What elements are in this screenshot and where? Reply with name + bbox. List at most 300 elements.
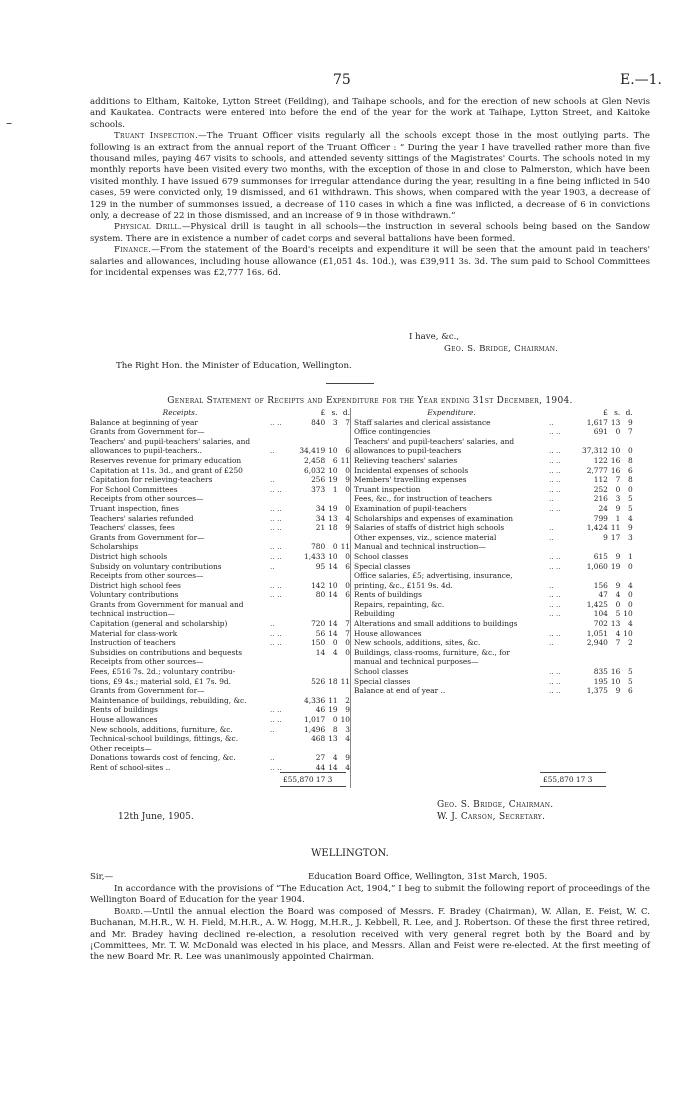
expenditure-label: Examination of pupil-teachers — [354, 503, 467, 513]
expenditure-dots: .. .. — [549, 465, 561, 475]
receipts-shillings — [325, 533, 337, 543]
receipts-shillings: 6 — [332, 455, 338, 465]
receipts-dots — [270, 734, 296, 744]
receipts-header-row — [90, 408, 350, 418]
expenditure-dots: .. — [549, 580, 554, 590]
expenditure-shillings: 4 — [615, 628, 621, 638]
receipts-pence: 7 — [345, 619, 350, 629]
expenditure-pence: 0 — [627, 446, 633, 456]
receipts-dots — [270, 571, 296, 581]
receipts-pence: 4 — [345, 513, 350, 523]
receipts-label: New schools, additions, furniture, &c. — [90, 724, 233, 734]
receipts-total-rule — [280, 772, 346, 773]
expenditure-table — [354, 408, 633, 696]
expenditure-shillings: 11 — [610, 523, 621, 533]
receipts-pounds — [296, 657, 325, 667]
expenditure-label: Special classes — [354, 561, 411, 571]
receipts-row — [90, 600, 350, 610]
receipts-label: Grants from Government for— — [90, 686, 205, 696]
expenditure-label: School classes — [354, 551, 409, 561]
expenditure-label: Special classes — [354, 676, 411, 686]
receipts-label: Subsidies on contributions and bequests — [90, 647, 243, 657]
receipts-row — [90, 744, 350, 754]
receipts-pounds: 256 — [311, 475, 326, 485]
receipts-row — [90, 686, 350, 696]
expenditure-shillings: 7 — [615, 638, 621, 648]
receipts-pence: 0 — [345, 503, 350, 513]
expenditure-row — [354, 418, 633, 428]
receipts-pounds — [296, 533, 325, 543]
unit-shillings: s. — [614, 408, 621, 417]
receipts-row — [90, 485, 350, 495]
receipts-column — [90, 408, 350, 773]
expenditure-dots: .. .. — [549, 446, 561, 456]
expenditure-pence — [620, 657, 632, 667]
receipts-pence: 3 — [345, 724, 350, 734]
receipts-dots — [270, 744, 296, 754]
closing-have: I have, &c., — [409, 332, 460, 342]
expenditure-row — [354, 456, 633, 466]
receipts-pounds: 46 — [315, 705, 326, 715]
receipts-row — [90, 437, 350, 447]
receipts-row — [90, 523, 350, 533]
receipts-row — [90, 418, 350, 428]
receipts-label: Truant inspection, fines — [90, 503, 179, 513]
expenditure-shillings: 9 — [615, 686, 621, 696]
expenditure-pence: 6 — [627, 686, 633, 696]
receipts-row — [90, 533, 350, 543]
expenditure-dots: .. .. — [549, 551, 561, 561]
expenditure-shillings: 1 — [615, 513, 621, 523]
receipts-shillings: 4 — [332, 753, 338, 763]
receipts-row — [90, 638, 350, 648]
receipts-dots: .. .. — [269, 762, 282, 772]
receipts-label: Rents of buildings — [90, 705, 158, 715]
receipts-label: Voluntary contributions — [90, 590, 179, 600]
receipts-label: Instruction of teachers — [90, 638, 176, 648]
receipts-label: District high schools — [90, 551, 168, 561]
unit-pence: d. — [625, 408, 633, 417]
receipts-pounds: 1,496 — [304, 724, 326, 734]
unit-pounds: £ — [320, 408, 326, 417]
receipts-shillings: 3 — [332, 417, 338, 427]
receipts-shillings: 14 — [328, 628, 338, 638]
expenditure-label: Other expenses, viz., science material — [354, 532, 497, 542]
receipts-shillings: 10 — [328, 580, 338, 590]
expenditure-dots — [549, 657, 579, 667]
report-continuation — [90, 97, 650, 280]
expenditure-label: Manual and technical instruction— — [354, 542, 486, 552]
expenditure-dots: .. .. — [549, 475, 561, 485]
receipts-shillings: 11 — [328, 695, 338, 705]
column-divider — [350, 408, 351, 788]
receipts-shillings: 18 — [328, 523, 338, 533]
expenditure-shillings: 0 — [615, 427, 621, 437]
receipts-shillings — [325, 437, 337, 447]
receipts-row — [90, 657, 350, 667]
receipts-label: Capitation at 11s. 3d., and grant of £250 — [90, 465, 243, 475]
expenditure-pence: 10 — [623, 609, 633, 619]
receipts-label: Receipts from other sources— — [90, 657, 204, 667]
expenditure-total: £55,870 17 3 — [543, 775, 593, 784]
expenditure-row — [354, 494, 633, 504]
expenditure-pounds: 24 — [598, 503, 608, 513]
expenditure-total-underline — [540, 786, 606, 787]
expenditure-pounds: 615 — [593, 551, 608, 561]
expenditure-label: Scholarships and expenses of examination — [354, 513, 514, 523]
expenditure-pounds: 799 — [593, 513, 608, 523]
unit-pence: d. — [342, 408, 350, 417]
expenditure-pence: 0 — [627, 484, 633, 494]
expenditure-label: Rents of buildings — [354, 590, 422, 600]
expenditure-label: Office salaries, £5; advertising, insurance, — [354, 571, 513, 581]
expenditure-label: allowances to pupil-teachers — [354, 446, 462, 456]
expenditure-pounds: 47 — [598, 590, 608, 600]
expenditure-pence: 6 — [627, 465, 633, 475]
expenditure-pounds — [579, 571, 608, 581]
receipts-pounds: 56 — [315, 628, 326, 638]
board-text: Until the annual election the Board was composed of Messrs. F. Bradey (Chairman), W. Allan, E. Feist, W. C. Buchanan, M.H.R., W. H. Field, M.H.R., A. W. Hogg, M.H.R., J. Kebbell, R. Lee, and J. Robertson. Of these the first three retired, and Mr. Bradey having declined re-election, a resolution received with very general regret both by the Board and by ¡Committees, Mr. T. W. McDonald was elected in his place, and Messrs. Allan and Feist were re-elected. At the first meeting of the new Board Mr. R. Lee was unanimously appointed Chairman. — [90, 906, 650, 963]
statement-title: General Statement of Receipts and Expenditure for the Year ending 31st December, 1904. — [167, 396, 573, 406]
expenditure-pounds: 1,425 — [586, 599, 608, 609]
receipts-pounds: 14 — [315, 647, 326, 657]
drill-text: Physical drill is taught in all schools—the instruction in several schools being based on the Sandow system. There are in existence a number of cadet corps and several battalions have been formed. — [90, 222, 650, 244]
truant-text: The Truant Officer visits regularly all the schools except those in the most outlying parts. The following is an extract from the annual report of the Truant Officer : “ During the year I have travelled rather more than five thousand miles, paying 467 visits to schools, and attended seventy sittings of the Magistrates' Courts. The schools noted in my monthly reports have been visited every two months, with the exception of those in and close to Palmerston, which have been visited monthly. I have issued 679 summonses for irregular attendance during the year, resulting in a fine being inflicted in 540 cases, 59 were convicted only, 19 dismissed, and 61 withdrawn. This shows, when compared with the year 1903, a decrease of 129 in the number of summonses issued, a decrease of 110 cases in which a fine was inflicted, a decrease of 6 in convictions only, a decrease of 22 in those dismissed, and an increase of 9 in those withdrawn.” — [90, 131, 650, 222]
expenditure-pounds: 122 — [593, 455, 608, 465]
receipts-dots — [270, 600, 296, 610]
expenditure-pounds: 835 — [593, 667, 608, 677]
receipts-pence: 11 — [340, 455, 350, 465]
receipts-pounds: 80 — [315, 590, 326, 600]
expenditure-dots — [549, 542, 579, 552]
receipts-pounds: 526 — [311, 676, 326, 686]
receipts-pounds: 142 — [311, 580, 326, 590]
expenditure-shillings: 9 — [615, 503, 621, 513]
receipts-label: House allowances — [90, 715, 158, 724]
expenditure-pounds: 104 — [593, 609, 608, 619]
expenditure-column — [354, 408, 654, 696]
receipts-row — [90, 466, 350, 476]
receipts-label: Grants from Government for— — [90, 532, 205, 542]
receipts-label: Teachers' classes, fees — [90, 523, 175, 533]
receipts-row — [90, 725, 350, 735]
expenditure-header-row — [354, 408, 633, 418]
receipts-pounds — [296, 667, 325, 677]
receipts-row — [90, 504, 350, 514]
expenditure-dots — [549, 571, 579, 581]
unit-shillings: s. — [331, 408, 338, 417]
expenditure-shillings: 19 — [610, 561, 621, 571]
expenditure-pence: 0 — [627, 599, 633, 609]
receipts-shillings — [325, 744, 337, 754]
receipts-pence — [338, 600, 350, 610]
expenditure-shillings: 9 — [615, 580, 621, 590]
receipts-pence: 9 — [345, 753, 350, 763]
receipts-pence: 0 — [345, 580, 350, 590]
receipts-dots — [270, 648, 296, 658]
receipts-shillings: 19 — [328, 705, 338, 715]
expenditure-pounds: 37,312 — [582, 446, 608, 456]
expenditure-row — [354, 504, 633, 514]
expenditure-heading: Expenditure. — [427, 408, 476, 417]
signature-secretary: W. J. Carson, Secretary. — [437, 812, 546, 822]
receipts-row — [90, 571, 350, 581]
receipts-label: For School Committees — [90, 484, 178, 494]
receipts-pence: 2 — [345, 695, 350, 705]
expenditure-dots: .. .. — [549, 455, 561, 465]
receipts-pence: 10 — [340, 715, 350, 724]
expenditure-pounds: 2,940 — [586, 638, 608, 648]
expenditure-label: Members' travelling expenses — [354, 475, 467, 485]
expenditure-label: Buildings, class-rooms, furniture, &c., for — [354, 647, 510, 657]
document-code: E.—1. — [619, 72, 662, 88]
expenditure-dots: .. .. — [549, 503, 561, 513]
receipts-label: Balance at beginning of year — [90, 417, 198, 427]
receipts-shillings: 10 — [328, 465, 338, 475]
expenditure-pounds — [579, 657, 608, 667]
receipts-label: Teachers' salaries refunded — [90, 513, 194, 523]
expenditure-pounds: 1,060 — [586, 561, 608, 571]
paragraph-drill: Physical Drill.—Physical drill is taught in all schools—the instruction in several schools being based on the Sandow system. There are in existence a number of cadet corps and several battalions have been formed. — [90, 222, 650, 244]
expenditure-shillings: 16 — [610, 455, 621, 465]
expenditure-shillings — [608, 657, 620, 667]
expenditure-pounds: 216 — [593, 494, 608, 504]
expenditure-pence — [620, 648, 632, 658]
receipts-shillings — [325, 600, 337, 610]
receipts-dots: .. .. — [269, 638, 282, 648]
receipts-table — [90, 408, 350, 773]
receipts-dots: .. .. — [269, 523, 282, 533]
receipts-label: Capitation (general and scholarship) — [90, 619, 228, 629]
receipts-dots — [270, 609, 296, 619]
receipts-pence: 6 — [345, 561, 350, 571]
addressee: The Right Hon. the Minister of Education, Wellington. — [116, 361, 352, 371]
expenditure-shillings: 10 — [610, 676, 621, 686]
receipts-row — [90, 648, 350, 658]
receipts-label: allowances to pupil-teachers.. — [90, 446, 202, 456]
receipts-dots — [270, 466, 296, 476]
expenditure-shillings: 16 — [610, 465, 621, 475]
expenditure-pence: 4 — [627, 513, 633, 523]
receipts-row — [90, 446, 350, 456]
expenditure-row — [354, 619, 633, 629]
receipts-label: Capitation for relieving-teachers — [90, 475, 213, 485]
expenditure-dots — [549, 514, 579, 524]
receipts-shillings: 19 — [328, 475, 338, 485]
salutation: Sir,— — [90, 872, 114, 882]
receipts-label: Grants from Government for— — [90, 427, 205, 437]
expenditure-label: Salaries of staffs of district high schools — [354, 523, 505, 533]
expenditure-dots: .. .. — [549, 686, 561, 696]
receipts-row — [90, 705, 350, 715]
expenditure-row — [354, 562, 633, 572]
receipts-pounds: 44 — [315, 762, 326, 772]
expenditure-label: Incidental expenses of schools — [354, 465, 469, 475]
receipts-row — [90, 514, 350, 524]
expenditure-row — [354, 581, 633, 591]
receipts-dots: .. — [269, 619, 275, 629]
receipts-total-underline — [280, 786, 346, 787]
receipts-shillings: 13 — [328, 513, 338, 523]
receipts-row — [90, 734, 350, 744]
page-number: 75 — [333, 72, 351, 88]
receipts-pence: 6 — [345, 446, 350, 456]
expenditure-label: New schools, additions, sites, &c. — [354, 638, 481, 648]
receipts-dots: .. .. — [269, 542, 282, 552]
receipts-label: tions, £9 4s.; material sold, £1 7s. 9d. — [90, 676, 232, 686]
expenditure-pounds — [579, 437, 608, 447]
paragraph-truant: Truant Inspection.—The Truant Officer visits regularly all the schools except those in the most outlying parts. The following is an extract from the annual report of the Truant Officer : “ During the year I have travelled rather more than five thousand miles, paying 467 visits to schools, and attended seventy sittings of the Magistrates' Courts. The schools noted in my monthly reports have been visited every two months, with the exception of those in and close to Palmerston, which have been visited monthly. I have issued 679 summonses for irregular attendance during the year, resulting in a fine being inflicted in 540 cases, 59 were convicted only, 19 dismissed, and 61 withdrawn. This shows, when compared with the year 1903, a decrease of 129 in the number of summonses issued, a decrease of 110 cases in which a fine was inflicted, a decrease of 6 in convictions only, a decrease of 22 in those dismissed, and an increase of 9 in those withdrawn.” — [90, 131, 650, 222]
receipts-dots — [270, 437, 296, 447]
expenditure-shillings: 4 — [615, 590, 621, 600]
truant-heading: Truant Inspection. — [114, 131, 199, 142]
expenditure-row — [354, 677, 633, 687]
receipts-shillings: 14 — [328, 762, 338, 772]
receipts-dots: .. .. — [269, 705, 282, 715]
receipts-pounds: 1,433 — [304, 551, 326, 561]
expenditure-label: manual and technical purposes— — [354, 657, 479, 667]
expenditure-pence: 4 — [627, 619, 633, 629]
receipts-dots: .. — [269, 475, 275, 485]
receipts-label: Grants from Government for manual and — [90, 599, 244, 609]
receipts-heading: Receipts. — [162, 408, 198, 417]
expenditure-row — [354, 523, 633, 533]
expenditure-dots: .. .. — [549, 561, 561, 571]
receipts-shillings: 14 — [328, 590, 338, 600]
receipts-dots: .. — [269, 724, 275, 734]
receipts-shillings: 4 — [332, 647, 338, 657]
unit-pounds: £ — [603, 408, 608, 417]
expenditure-dots — [549, 648, 579, 658]
receipts-label: Rent of school-sites .. — [90, 762, 171, 772]
expenditure-pence: 5 — [627, 676, 633, 686]
receipts-shillings: 0 — [332, 638, 338, 648]
office-address: Education Board Office, Wellington, 31st March, 1905. — [308, 872, 548, 882]
receipts-label: Material for class-work — [90, 628, 178, 638]
expenditure-row — [354, 571, 633, 581]
receipts-pence — [338, 609, 350, 619]
receipts-pounds: 95 — [315, 561, 326, 571]
expenditure-label: Repairs, repainting, &c. — [354, 599, 445, 609]
receipts-row — [90, 609, 350, 619]
expenditure-pounds: 1,375 — [586, 686, 608, 696]
expenditure-shillings: 16 — [610, 667, 621, 677]
expenditure-row — [354, 446, 633, 456]
receipts-pounds: 1,017 — [304, 715, 326, 724]
expenditure-label: Balance at end of year .. — [354, 686, 446, 696]
receipts-dots — [270, 456, 296, 466]
expenditure-row — [354, 466, 633, 476]
receipts-label: Receipts from other sources— — [90, 571, 204, 581]
receipts-pence — [338, 571, 350, 581]
receipts-dots — [270, 667, 296, 677]
wellington-title: WELLINGTON. — [311, 848, 389, 859]
receipts-shillings — [325, 571, 337, 581]
expenditure-shillings — [608, 437, 620, 447]
expenditure-row — [354, 533, 633, 543]
expenditure-pounds: 195 — [593, 676, 608, 686]
receipts-pence: 0 — [345, 551, 350, 561]
expenditure-shillings: 5 — [615, 609, 621, 619]
receipts-label: technical instruction— — [90, 609, 175, 619]
expenditure-shillings: 10 — [610, 446, 621, 456]
receipts-label: Other receipts— — [90, 743, 152, 753]
receipts-dots: .. .. — [269, 417, 282, 427]
receipts-pounds — [296, 609, 325, 619]
receipts-pounds: 4,336 — [304, 695, 326, 705]
section-divider — [326, 383, 374, 384]
expenditure-label: printing, &c., £151 9s. 4d. — [354, 580, 453, 590]
receipts-pence — [338, 533, 350, 543]
expenditure-pence: 8 — [627, 475, 633, 485]
receipts-shillings: 0 — [332, 715, 338, 724]
expenditure-label: Alterations and small additions to buildings — [354, 619, 518, 629]
receipts-label: Receipts from other sources— — [90, 494, 204, 504]
expenditure-row — [354, 657, 633, 667]
expenditure-pounds: 252 — [593, 484, 608, 494]
receipts-pounds: 34 — [315, 503, 326, 513]
receipts-shillings — [325, 609, 337, 619]
receipts-pence: 7 — [345, 417, 350, 427]
expenditure-dots: .. — [549, 532, 554, 542]
receipts-pence: 4 — [345, 734, 350, 744]
receipts-shillings — [325, 427, 337, 437]
receipts-shillings: 1 — [332, 484, 338, 494]
expenditure-pence: 5 — [627, 494, 633, 504]
expenditure-pounds — [579, 648, 608, 658]
receipts-pounds — [296, 744, 325, 754]
receipts-pence: 0 — [345, 465, 350, 475]
receipts-pounds: 21 — [315, 523, 326, 533]
receipts-pence: 11 — [340, 676, 350, 686]
expenditure-pence: 9 — [627, 417, 633, 427]
expenditure-label: House allowances — [354, 628, 422, 638]
expenditure-pounds: 702 — [593, 619, 608, 629]
receipts-pence — [338, 744, 350, 754]
receipts-dots: .. .. — [269, 551, 282, 561]
expenditure-dots: .. .. — [549, 667, 561, 677]
receipts-row — [90, 494, 350, 504]
receipts-dots: .. .. — [269, 715, 282, 724]
receipts-row — [90, 677, 350, 687]
receipts-label: Reserves revenue for primary education — [90, 455, 242, 465]
drill-heading: Physical Drill. — [114, 222, 182, 233]
receipts-dots — [270, 696, 296, 706]
expenditure-pence — [620, 542, 632, 552]
expenditure-dots: .. .. — [549, 628, 561, 638]
expenditure-shillings: 17 — [610, 532, 621, 542]
receipts-dots: .. .. — [269, 503, 282, 513]
receipts-pence: 7 — [345, 628, 350, 638]
receipts-total: £55,870 17 3 — [283, 775, 333, 784]
receipts-row — [90, 475, 350, 485]
expenditure-dots: .. — [549, 638, 554, 648]
expenditure-dots: .. .. — [549, 484, 561, 494]
receipts-shillings: 14 — [328, 619, 338, 629]
expenditure-shillings — [608, 648, 620, 658]
receipts-pounds — [296, 686, 325, 696]
receipts-pounds: 780 — [311, 542, 326, 552]
receipts-row — [90, 753, 350, 763]
expenditure-dots: .. .. — [549, 590, 561, 600]
receipts-dots: .. .. — [269, 590, 282, 600]
receipts-pence — [338, 437, 350, 447]
expenditure-label: Relieving teachers' salaries — [354, 455, 458, 465]
paragraph-finance: Finance.—From the statement of the Board's receipts and expenditure it will be seen that the amount paid in teachers' salaries and allowances, including house allowance (£1,051 4s. 10d.), was £39,911 3s. 3d. The sum paid to School Committees for incidental expenses was £2,777 16s. 6d. — [90, 245, 650, 279]
receipts-shillings — [325, 667, 337, 677]
expenditure-pence: 4 — [627, 580, 633, 590]
receipts-row — [90, 590, 350, 600]
